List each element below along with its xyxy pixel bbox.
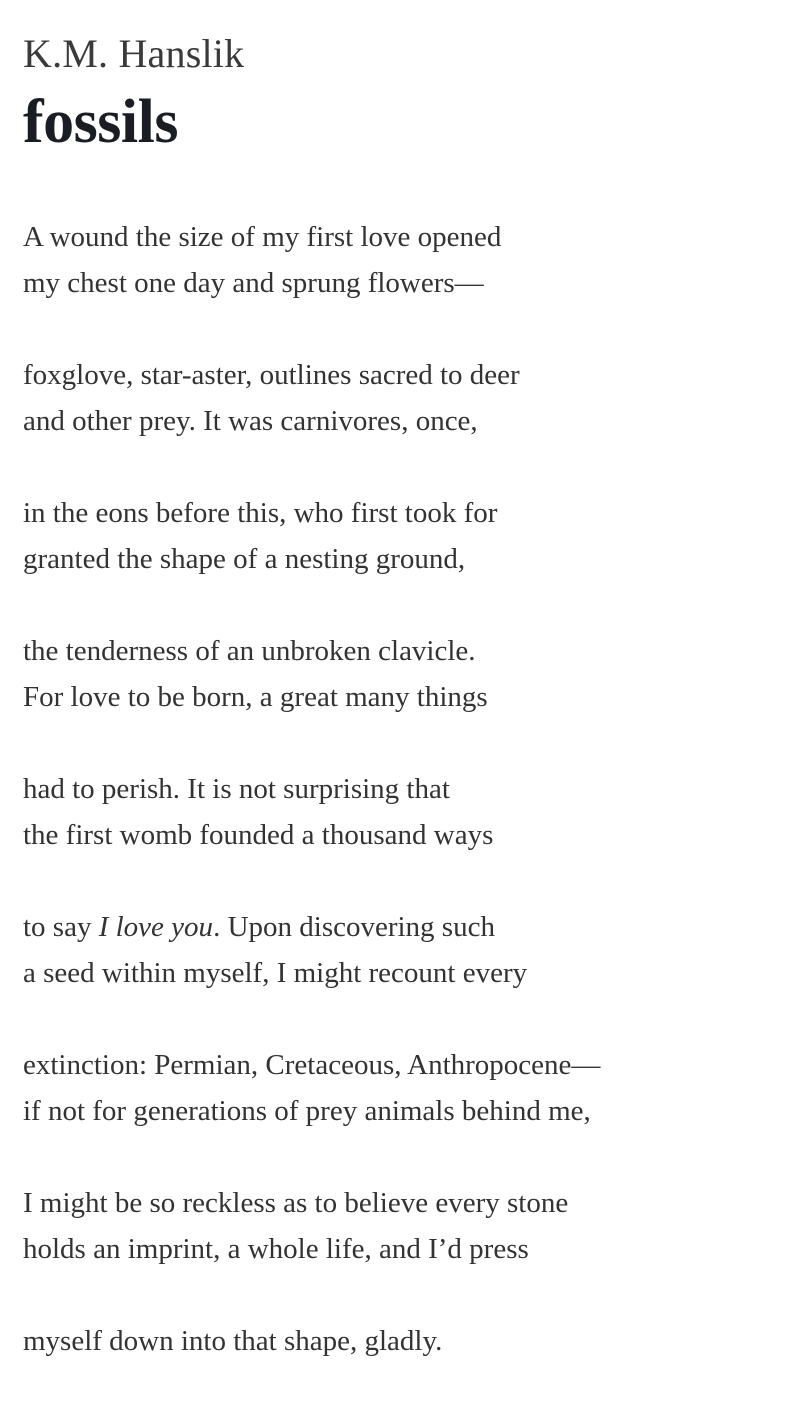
poem-line: my chest one day and sprung flowers— (23, 267, 484, 299)
poem-line: I might be so reckless as to believe every stone (23, 1187, 569, 1219)
stanza (23, 352, 763, 444)
poem-line: holds an imprint, a whole life, and I’d press (23, 1233, 529, 1265)
poem-line: a seed within myself, I might recount every (23, 957, 528, 989)
poem-line: and other prey. It was carnivores, once, (23, 405, 478, 437)
poem-line: the first womb founded a thousand ways (23, 819, 494, 851)
poem-line: foxglove, star-aster, outlines sacred to deer (23, 359, 520, 391)
poem-line: A wound the size of my first love opened (23, 221, 502, 253)
stanza (23, 628, 763, 720)
stanza (23, 766, 763, 858)
stanza (23, 214, 763, 306)
poem-title: fossils (23, 88, 178, 156)
stanza (23, 904, 763, 996)
author-name: K.M. Hanslik (23, 31, 245, 76)
poem-line: granted the shape of a nesting ground, (23, 543, 466, 575)
poem-line: if not for generations of prey animals behind me, (23, 1095, 591, 1127)
poem-line: the tenderness of an unbroken clavicle. (23, 635, 476, 667)
poem-line-text: to say (23, 911, 99, 943)
poem-line: myself down into that shape, gladly. (23, 1325, 443, 1357)
stanza (23, 490, 763, 582)
poem-line: had to perish. It is not surprising that (23, 773, 450, 805)
stanza (23, 1042, 763, 1134)
poem-page (23, 28, 763, 1410)
poem-line: For love to be born, a great many things (23, 681, 488, 713)
poem-body (23, 214, 763, 1364)
poem-line: extinction: Permian, Cretaceous, Anthropocene— (23, 1049, 601, 1081)
stanza (23, 1180, 763, 1272)
italic-phrase: I love you (98, 911, 214, 943)
poem-line-text: . Upon discovering such (213, 911, 495, 943)
poem-line: in the eons before this, who first took for (23, 497, 498, 529)
poem-line (23, 904, 763, 950)
stanza (23, 1318, 763, 1364)
